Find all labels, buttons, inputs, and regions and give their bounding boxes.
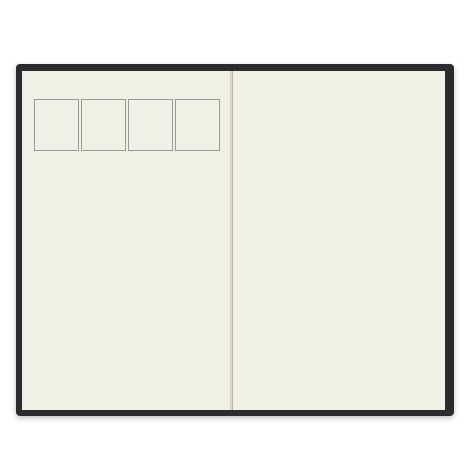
right-page [233,71,445,410]
operators-table [34,99,220,151]
operator-vodafone [81,99,126,151]
left-page [22,71,233,410]
distance-matrix-area [247,117,437,390]
operator-kyivstar [34,99,79,151]
distance-matrix-grid [283,117,437,390]
operator-trimob [175,99,220,151]
operator-lifecell [128,99,173,151]
